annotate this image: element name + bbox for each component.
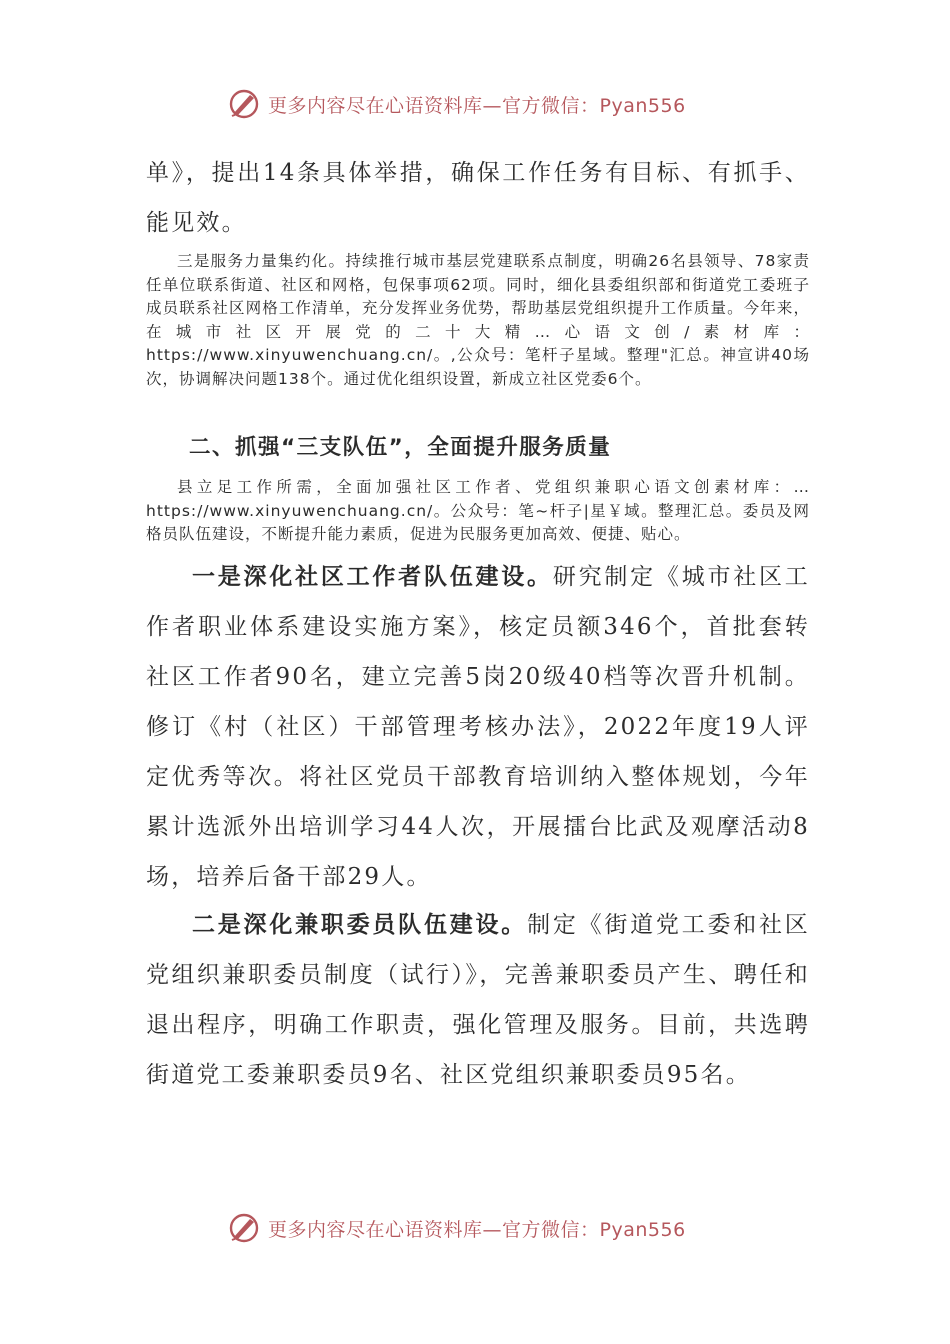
paragraph-continuation <box>146 148 810 248</box>
para3-text: 县立足工作所需，全面加强社区工作者、党组织兼职心语文创素材库：…https://www.xinyuwenchuang.cn/。公众号：笔~杆子|星￥域。整理汇总。委员及网格员队伍建设，不断提升能力素质，促进为民服务更加高效、便捷、贴心。 <box>146 478 810 543</box>
header-wechat-id: Pyan556 <box>599 94 686 117</box>
heading2-text: 二、抓强“三支队伍”，全面提升服务质量 <box>189 435 612 460</box>
pen-circle-logo-icon <box>228 1212 260 1244</box>
para4-body: 研究制定《城市社区工作者职业体系建设实施方案》，核定员额346个，首批套转社区工作者90名，建立完善5岗20级40档等次晋升机制。修订《村（社区）干部管理考核办法》，2022年度19人评定优秀等次。将社区党员干部教育培训纳入整体规划，今年累计选派外出培训学习44人次，开展擂台比武及观摩活动8场，培养后备干部29人。 <box>146 564 810 890</box>
para5-text <box>146 900 810 1100</box>
header-text <box>268 91 686 118</box>
para5-lead: 二是深化兼职委员队伍建设。 <box>192 911 528 938</box>
footer-banner <box>228 1208 686 1248</box>
paragraph-community-workers <box>146 552 810 902</box>
para2-text: 三是服务力量集约化。持续推行城市基层党建联系点制度，明确26名县领导、78家责任单位联系街道、社区和网格，包保事项62项。同时，细化县委组织部和街道党工委班子成员联系社区网格工作清单，充分发挥业务优势，帮助基层党组织提升工作质量。今年来，在城市社区开展党的二十大精…心语文创/素材库：https://www.xinyuwenchuang.cn/。,公众号：笔杆子星域。整理"汇总。神宣讲40场次，协调解决问题138个。通过优化组织设置，新成立社区党委6个。 <box>146 252 810 388</box>
footer-text <box>268 1215 686 1242</box>
para4-text <box>146 552 810 902</box>
paragraph-part-time-members <box>146 900 810 1100</box>
section-heading <box>146 430 810 461</box>
header-label: 更多内容尽在心语资料库—官方微信： <box>268 94 600 117</box>
pen-circle-logo-icon <box>228 88 260 120</box>
footer-wechat-id: Pyan556 <box>599 1218 686 1241</box>
para1-text: 单》，提出14条具体举措，确保工作任务有目标、有抓手、能见效。 <box>146 160 810 236</box>
paragraph-team-intro <box>146 476 810 547</box>
footer-label: 更多内容尽在心语资料库—官方微信： <box>268 1218 600 1241</box>
header-banner <box>228 84 686 124</box>
para5-body: 制定《街道党工委和社区党组织兼职委员制度（试行）》，完善兼职委员产生、聘任和退出程序，明确工作职责，强化管理及服务。目前，共选聘街道党工委兼职委员9名、社区党组织兼职委员95名。 <box>146 912 810 1088</box>
paragraph-service-force <box>146 250 810 391</box>
para4-lead: 一是深化社区工作者队伍建设。 <box>192 563 553 590</box>
